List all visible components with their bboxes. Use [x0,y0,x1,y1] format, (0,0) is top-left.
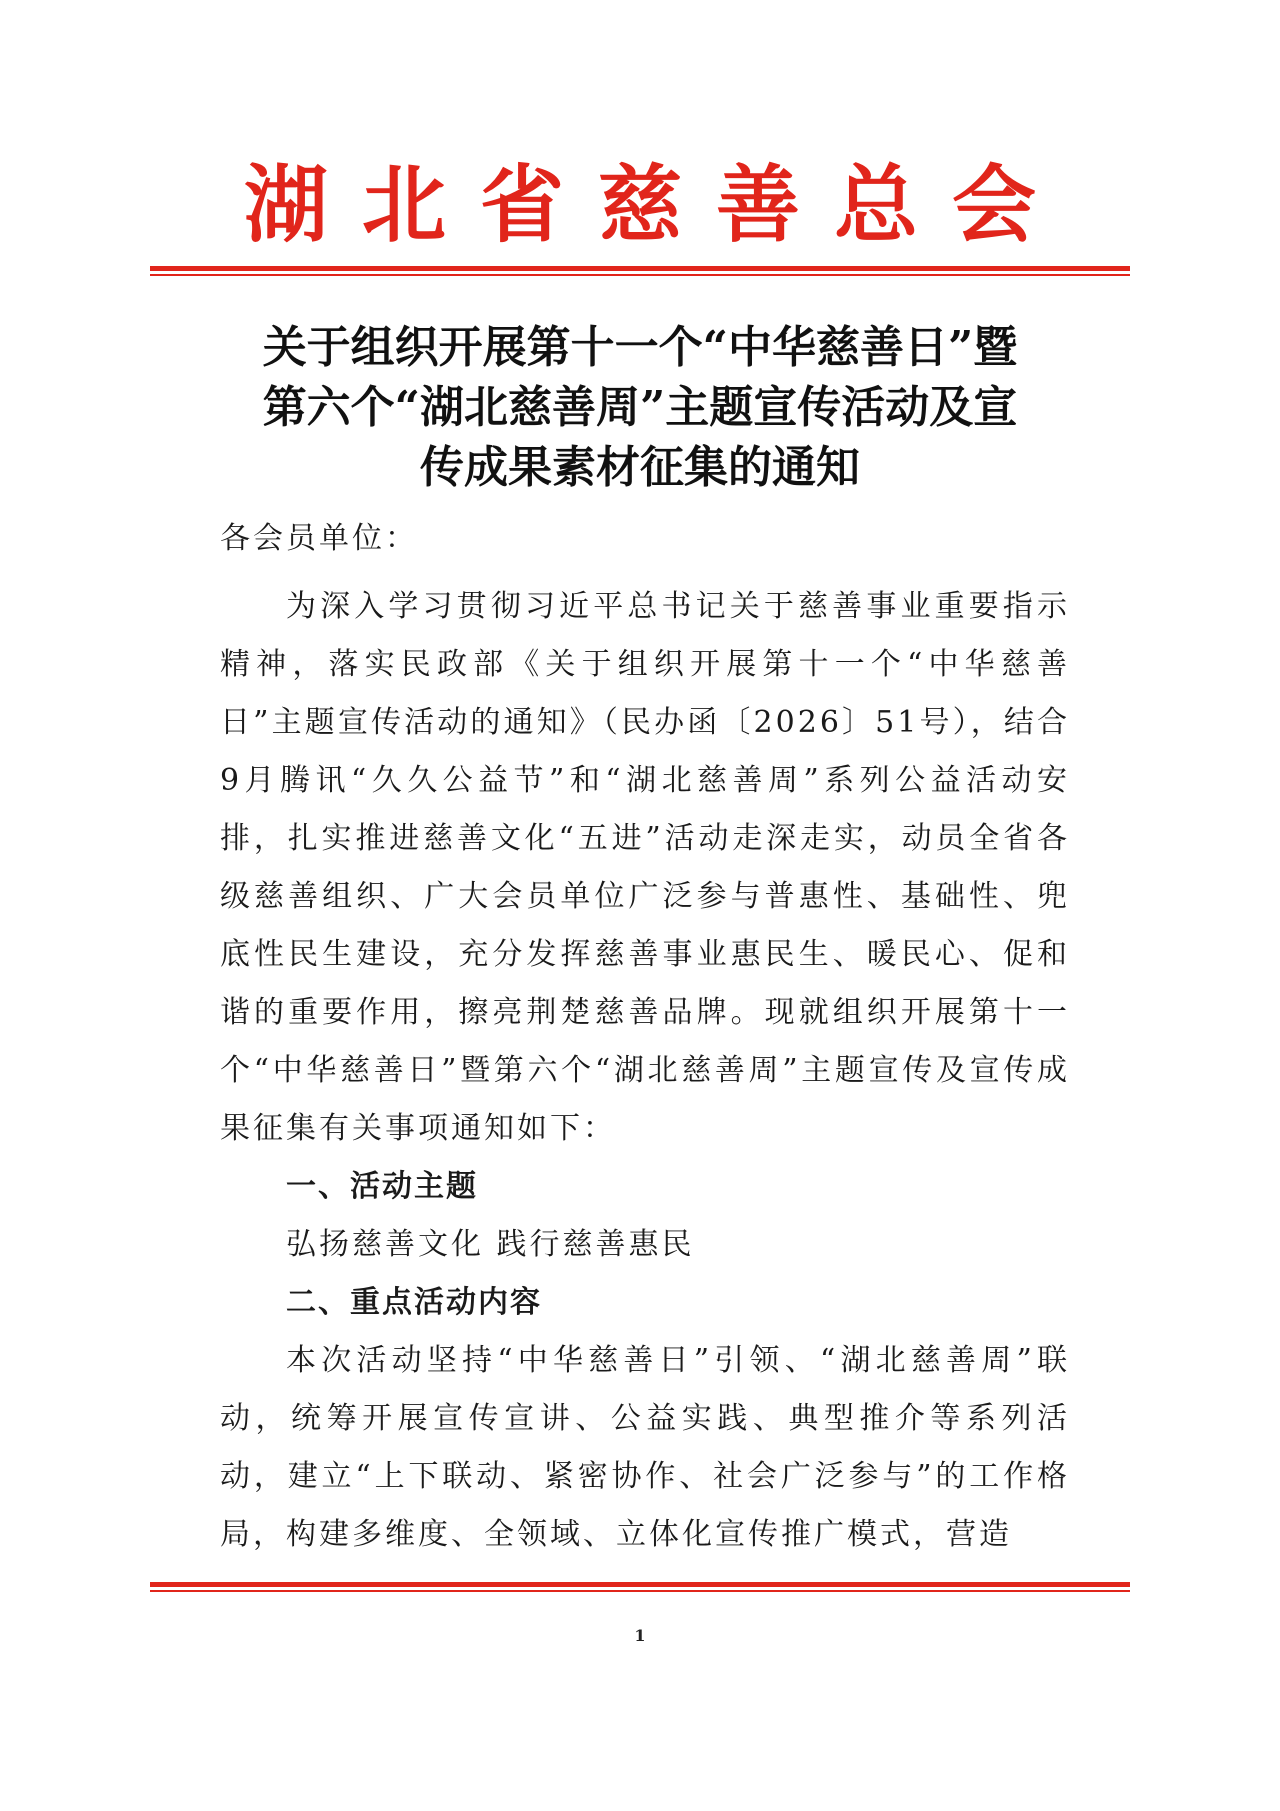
page-number: 1 [634,1626,646,1645]
section-theme-text: 弘扬慈善文化 践行慈善惠民 [286,1227,695,1262]
activities-paragraph: 本次活动坚持“中华慈善日”引领、“湖北慈善周”联动，统筹开展宣传宣讲、公益实践、典型推介等系列活动，建立“上下联动、紧密协作、社会广泛参与”的工作格局，构建多维度、全领域、立体化宣传推广模式，营造 [220,1343,1070,1552]
document-title [180,318,1100,498]
section-heading-theme: 一、活动主题 [286,1169,478,1204]
title-line: 关于组织开展第十一个“中华慈善日”暨 [262,322,1018,373]
letterhead-divider [150,266,1130,276]
title-line: 传成果素材征集的通知 [420,442,860,493]
letterhead-title: 湖北省慈善总会 [243,156,1070,254]
title-line: 第六个“湖北慈善周”主题宣传活动及宣 [262,382,1018,433]
section-heading-activities: 二、重点活动内容 [286,1285,542,1320]
document-body [220,510,1070,1564]
salutation: 各会员单位： [220,521,418,556]
intro-paragraph: 为深入学习贯彻习近平总书记关于慈善事业重要指示精神，落实民政部《关于组织开展第十一个“中华慈善日”主题宣传活动的通知》（民办函〔2026〕51号），结合9月腾讯“久久公益节”和“湖北慈善周”系列公益活动安排，扎实推进慈善文化“五进”活动走深走实，动员全省各级慈善组织、广大会员单位广泛参与普惠性、基础性、兜底性民生建设，充分发挥慈善事业惠民生、暖民心、促和谐的重要作用，擦亮荆楚慈善品牌。现就组织开展第十一个“中华慈善日”暨第六个“湖北慈善周”主题宣传及宣传成果征集有关事项通知如下： [220,589,1070,1146]
footer-divider [150,1582,1130,1592]
